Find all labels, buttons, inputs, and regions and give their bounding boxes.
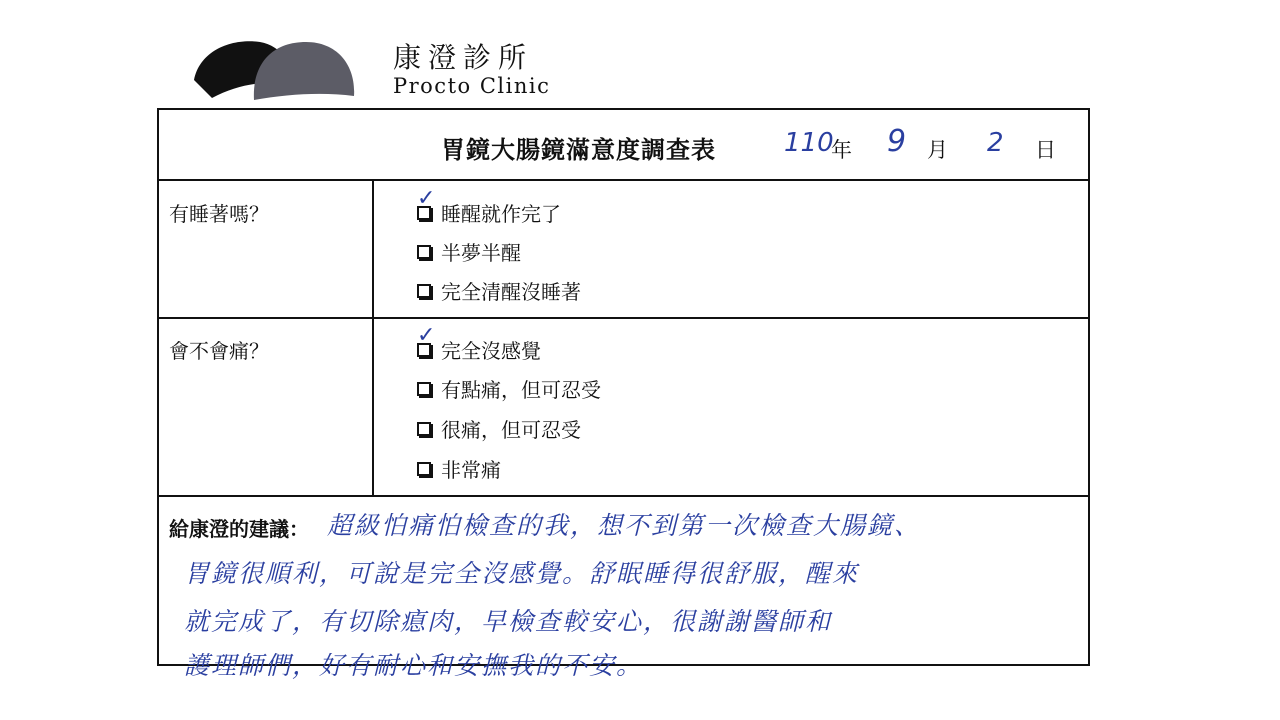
title-row	[159, 110, 1088, 180]
suggestion-label: 給康澄的建議：	[169, 517, 309, 541]
option-label: 很痛，但可忍受	[441, 418, 581, 442]
check-mark-icon: ✓	[417, 185, 436, 211]
option-label: 完全清醒沒睡著	[441, 280, 581, 304]
day-value: 2	[987, 128, 1004, 158]
checkbox[interactable]	[417, 185, 436, 220]
divider	[159, 495, 1088, 497]
form-title: 胃鏡大腸鏡滿意度調查表	[441, 136, 716, 164]
option-pain-4[interactable]	[417, 454, 501, 483]
option-pain-2[interactable]	[417, 374, 601, 403]
clinic-name: 康澄診所	[393, 41, 534, 74]
divider	[159, 317, 1088, 319]
checkbox[interactable]	[417, 322, 436, 357]
option-label: 有點痛，但可忍受	[441, 378, 601, 402]
day-label: 日	[1035, 138, 1056, 162]
check-mark-icon: ✓	[417, 322, 436, 348]
option-label: 完全沒感覺	[441, 339, 541, 363]
checkbox[interactable]	[417, 284, 431, 298]
year-value: 110	[784, 128, 834, 158]
clinic-name-en: Procto Clinic	[393, 74, 551, 98]
option-pain-3[interactable]	[417, 414, 581, 443]
checkbox[interactable]	[417, 422, 431, 436]
question-sleep: 有睡著嗎？	[169, 202, 269, 226]
option-label: 睡醒就作完了	[441, 202, 561, 226]
month-value: 9	[887, 124, 907, 159]
suggestion-line: 就完成了，有切除瘜肉，早檢查較安心，很謝謝醫師和	[184, 607, 833, 636]
option-label: 非常痛	[441, 458, 501, 482]
option-sleep-2[interactable]	[417, 237, 521, 266]
checkbox[interactable]	[417, 382, 431, 396]
clinic-logo	[192, 38, 362, 102]
year-label: 年	[831, 138, 852, 162]
option-pain-1[interactable]	[417, 322, 541, 364]
option-sleep-1[interactable]	[417, 185, 561, 227]
month-label: 月	[927, 138, 948, 162]
suggestion-line: 護理師們，好有耐心和安撫我的不安。	[184, 651, 644, 680]
divider	[372, 180, 374, 495]
checkbox[interactable]	[417, 245, 431, 259]
option-sleep-3[interactable]	[417, 276, 581, 305]
question-pain: 會不會痛？	[169, 339, 269, 363]
survey-form	[157, 108, 1090, 680]
checkbox[interactable]	[417, 462, 431, 476]
suggestion-line: 胃鏡很順利，可說是完全沒感覺。舒眠睡得很舒服，醒來	[184, 559, 860, 588]
option-label: 半夢半醒	[441, 241, 521, 265]
suggestion-line: 超級怕痛怕檢查的我，想不到第一次檢查大腸鏡、	[327, 511, 922, 540]
